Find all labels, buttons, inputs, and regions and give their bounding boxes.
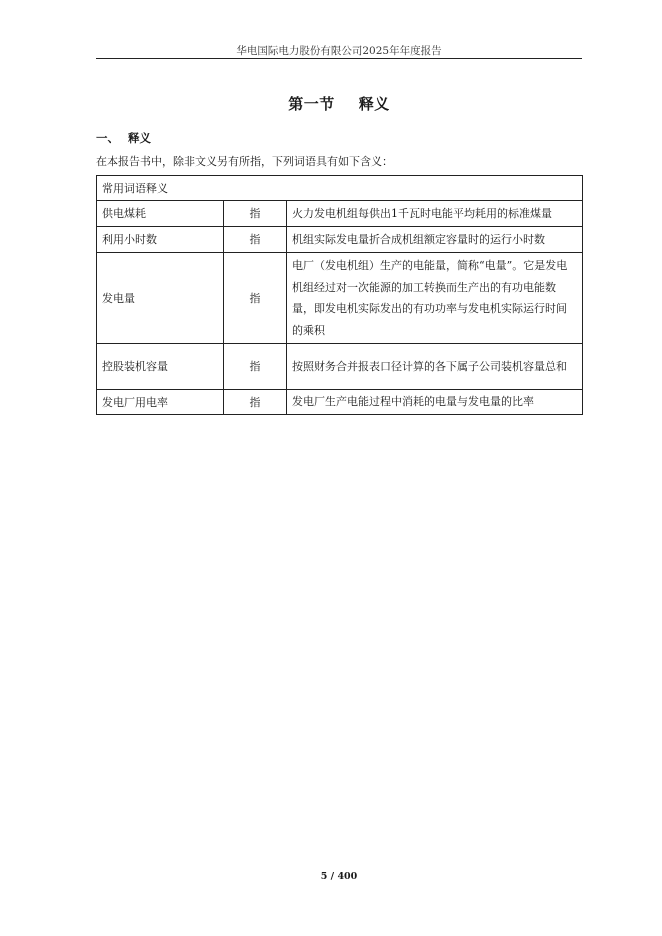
definition-cell: 火力发电机组每供出1千瓦时电能平均耗用的标准煤量	[287, 201, 583, 227]
section-name: 释义	[358, 95, 390, 113]
table-row	[97, 344, 583, 390]
page-number	[96, 871, 582, 882]
intro-text: 在本报告书中，除非文义另有所指，下列词语具有如下含义：	[96, 155, 393, 168]
page-header: 华电国际电力股份有限公司2025年年度报告	[236, 45, 442, 57]
term-cell: 控股装机容量	[97, 344, 224, 390]
refers-cell: 指	[224, 253, 287, 344]
page-separator: /	[330, 871, 335, 882]
definition-cell: 按照财务合并报表口径计算的各下属子公司装机容量总和	[287, 344, 583, 390]
subheading-text: 释义	[128, 131, 151, 145]
subheading-number: 一、	[96, 131, 119, 145]
table-caption-row	[97, 176, 583, 201]
table-row	[97, 390, 583, 415]
term-cell: 供电煤耗	[97, 201, 224, 227]
table-caption: 常用词语释义	[97, 176, 583, 201]
current-page: 5	[320, 871, 328, 882]
definition-cell: 发电厂生产电能过程中消耗的电量与发电量的比率	[287, 390, 583, 415]
table-row	[97, 201, 583, 227]
definition-cell: 电厂（发电机组）生产的电能量，简称“电量”。它是发电机组经过对一次能源的加工转换而生产出的有功电能数量，即发电机实际发出的有功功率与发电机实际运行时间的乘积	[287, 253, 583, 344]
header-rule	[96, 58, 582, 59]
term-cell: 发电厂用电率	[97, 390, 224, 415]
section-number: 第一节	[288, 95, 335, 113]
refers-cell: 指	[224, 344, 287, 390]
section-title	[96, 93, 582, 114]
total-pages: 400	[337, 871, 358, 882]
refers-cell: 指	[224, 390, 287, 415]
definitions-table	[96, 175, 583, 415]
table-row	[97, 253, 583, 344]
term-cell: 发电量	[97, 253, 224, 344]
subheading	[96, 130, 151, 146]
refers-cell: 指	[224, 201, 287, 227]
table-row	[97, 227, 583, 253]
term-cell: 利用小时数	[97, 227, 224, 253]
definition-cell: 机组实际发电量折合成机组额定容量时的运行小时数	[287, 227, 583, 253]
refers-cell: 指	[224, 227, 287, 253]
